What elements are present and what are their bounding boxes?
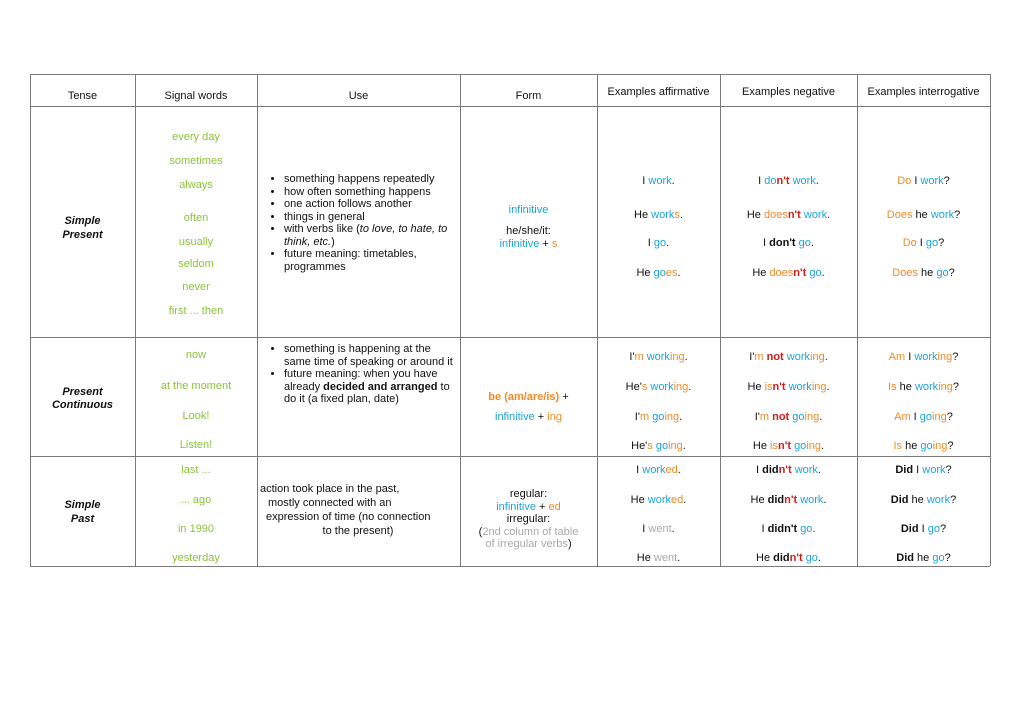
example-affirmative: He's working.	[625, 381, 692, 393]
row-border-1	[30, 337, 990, 338]
example-affirmative: I went.	[642, 523, 675, 535]
header-border-bottom	[30, 106, 990, 107]
header-use: Use	[348, 90, 369, 102]
use-item: • with verbs like (to love, to hate, to think, etc.)	[284, 223, 474, 248]
example-interrogative: Am I going?	[894, 411, 953, 423]
tense-simple-past: Simple Past	[64, 499, 101, 525]
example-negative: He doesn't go.	[752, 267, 825, 279]
signal-word: last ...	[181, 464, 211, 476]
signal-word: in 1990	[177, 523, 215, 535]
signal-word: sometimes	[169, 155, 223, 167]
example-affirmative: I work.	[642, 175, 675, 187]
example-negative: I'm not working.	[749, 351, 828, 363]
tense-simple-present: Simple Present	[62, 215, 103, 241]
example-interrogative: Did he work?	[890, 494, 957, 506]
example-interrogative: Does he go?	[892, 267, 955, 279]
col-border-5	[720, 74, 721, 566]
example-interrogative: Did he go?	[896, 552, 951, 564]
header-form: Form	[515, 90, 542, 102]
example-negative: I didn't go.	[761, 523, 816, 535]
form-simple-present: infinitive he/she/it: infinitive + s	[499, 204, 558, 250]
col-border-0	[30, 74, 31, 566]
example-interrogative: Is he going?	[893, 440, 954, 452]
signal-word: yesterday	[172, 552, 220, 564]
example-affirmative: He worked.	[630, 494, 687, 506]
example-interrogative: Is he working?	[888, 381, 959, 393]
signal-word: seldom	[178, 258, 214, 270]
signal-word: often	[183, 212, 209, 224]
example-interrogative: Do I work?	[897, 175, 950, 187]
example-negative: I don't work.	[758, 175, 819, 187]
example-interrogative: Do I go?	[902, 237, 945, 249]
example-negative: I didn't work.	[756, 464, 821, 476]
header-examples-interrogative: Examples interrogative	[867, 86, 980, 98]
signal-word: usually	[178, 236, 214, 248]
col-border-7	[990, 74, 991, 566]
example-affirmative: I'm working.	[629, 351, 688, 363]
use-list-present-continuous	[262, 343, 456, 406]
example-affirmative: He went.	[636, 552, 681, 564]
signal-word: ... ago	[180, 494, 212, 506]
form-present-continuous: be (am/are/is) + infinitive + ing	[488, 391, 569, 423]
example-interrogative: Does he work?	[886, 209, 961, 221]
signal-word: first ... then	[168, 305, 224, 317]
example-affirmative: I go.	[647, 237, 670, 249]
table-border-top	[30, 74, 990, 75]
signal-word: Listen!	[179, 439, 213, 451]
signal-word: Look!	[182, 410, 210, 422]
example-negative: He doesn't work.	[746, 209, 831, 221]
use-item: • one action follows another	[284, 198, 474, 211]
form-simple-past: regular: infinitive + ed irregular: (2nd column of table of irregular verbs)	[478, 488, 579, 550]
example-interrogative: Did I work?	[895, 464, 952, 476]
example-negative: He isn't working.	[747, 381, 830, 393]
example-negative: He didn't go.	[756, 552, 821, 564]
use-item: • future meaning: timetables, programmes	[284, 248, 474, 273]
example-negative: He isn't going.	[752, 440, 825, 452]
header-examples-negative: Examples negative	[742, 86, 835, 98]
example-negative: I don't go.	[763, 237, 814, 249]
example-affirmative: He works.	[634, 209, 683, 221]
example-interrogative: Did I go?	[900, 523, 947, 535]
use-item: • things in general	[284, 211, 474, 224]
example-affirmative: He goes.	[636, 267, 681, 279]
row-border-2	[30, 456, 990, 457]
use-list-simple-present	[262, 173, 474, 273]
example-negative: He didn't work.	[750, 494, 827, 506]
example-affirmative: I'm going.	[634, 411, 683, 423]
use-item: • future meaning: when you have already decided and arranged to do it (a fixed plan, date)	[284, 368, 456, 406]
signal-word: every day	[172, 131, 220, 143]
signal-word: never	[182, 281, 210, 293]
example-affirmative: He's going.	[631, 440, 686, 452]
col-border-4	[597, 74, 598, 566]
tense-present-continuous: Present Continuous	[51, 386, 114, 411]
use-item: • how often something happens	[284, 186, 474, 199]
signal-word: at the moment	[160, 380, 232, 392]
use-item: • something is happening at the same time of speaking or around it	[284, 343, 456, 368]
col-border-6	[857, 74, 858, 566]
signal-word: now	[185, 349, 207, 361]
table-border-bottom	[30, 566, 990, 567]
col-border-1	[135, 74, 136, 566]
header-signal-words: Signal words	[164, 90, 228, 102]
use-item: • something happens repeatedly	[284, 173, 474, 186]
example-interrogative: Am I working?	[888, 351, 959, 363]
use-simple-past: action took place in the past, mostly connected with an expression of time (no connection to the present)	[260, 483, 431, 537]
example-affirmative: I worked.	[636, 464, 681, 476]
signal-word: always	[179, 179, 213, 191]
header-examples-affirmative: Examples affirmative	[607, 86, 710, 98]
example-negative: I'm not going.	[754, 411, 823, 423]
header-tense: Tense	[67, 90, 98, 102]
